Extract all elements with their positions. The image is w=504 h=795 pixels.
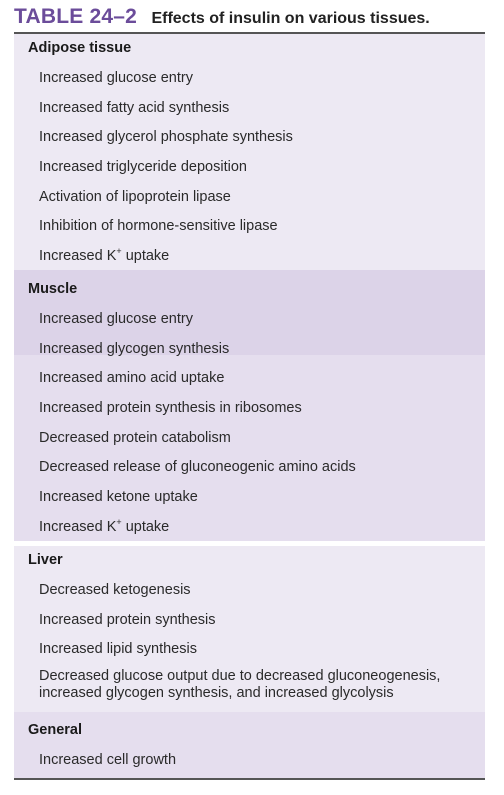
list-item: Increased cell growth [39,752,177,768]
list-item: Increased fatty acid synthesis [39,99,230,116]
list-item: Increased lipid synthesis [39,641,197,658]
bottom-rule [14,778,485,780]
item-text: Increased K [39,248,117,265]
list-item: Increased glucose entry [39,70,193,86]
section-heading: Adipose tissue [28,40,132,56]
list-item: Increased glycerol phosphate synthesis [39,129,293,146]
section-muscle [14,275,485,543]
table-label: TABLE 24–2 [14,5,137,28]
list-item: Decreased glucose output due to decreased gluconeogenesis, increased glycogen synthesis, and increased glycolysis [39,668,441,702]
table-header [14,2,490,32]
section-general [14,716,485,776]
list-item [14,242,485,272]
section-adipose [14,34,485,270]
item-text-tail: uptake [125,518,170,535]
superscript-plus: + [116,246,122,257]
section-liver [14,546,485,712]
list-item: Increased protein synthesis in ribosomes [39,400,302,417]
item-text: Increased K [39,518,117,535]
superscript-plus: + [116,516,122,527]
list-item: Decreased protein catabolism [39,429,231,446]
list-item: Activation of lipoprotein lipase [39,188,231,205]
table-caption: Effects of insulin on various tissues. [151,10,430,27]
list-item: Inhibition of hormone-sensitive lipase [39,218,278,235]
list-item: Increased ketone uptake [39,489,198,506]
list-item: Increased glycogen synthesis [39,340,230,357]
list-item: Increased glucose entry [39,311,193,327]
section-heading: Liver [28,552,63,568]
list-item: Increased amino acid uptake [39,370,225,387]
list-item: Increased triglyceride deposition [39,159,247,176]
list-item: Decreased ketogenesis [39,582,191,598]
section-heading: General [28,722,82,738]
section-heading: Muscle [28,281,78,297]
list-item: Increased protein synthesis [39,611,216,628]
list-item: Decreased release of gluconeogenic amino acids [39,459,356,476]
item-text-tail: uptake [125,248,170,265]
list-item [14,513,485,543]
